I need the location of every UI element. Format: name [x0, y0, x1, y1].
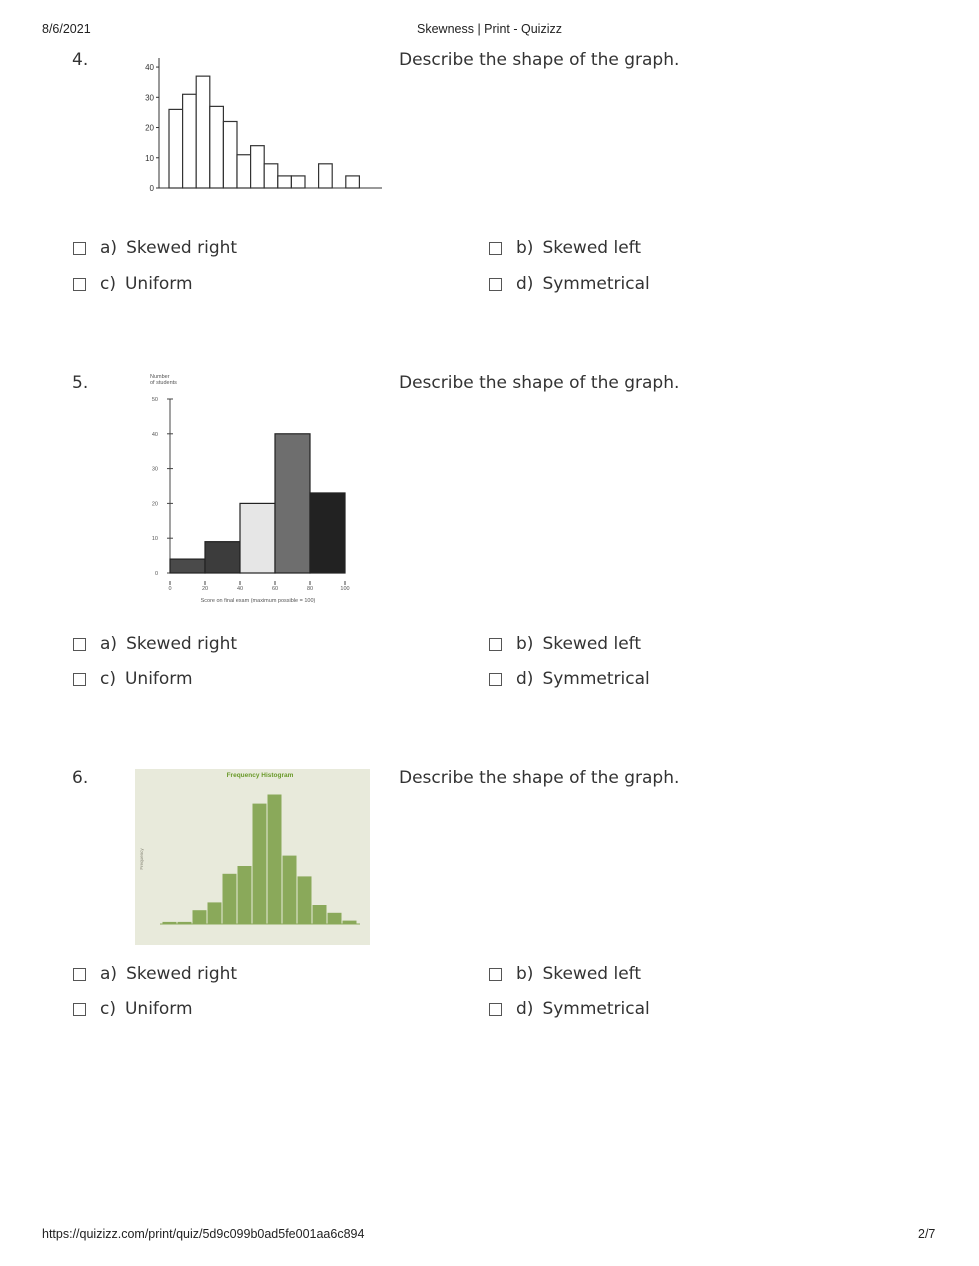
histogram-bar [237, 866, 252, 925]
histogram-bar [319, 164, 333, 188]
y-tick-label: 20 [145, 123, 154, 133]
option-letter: d) [516, 274, 534, 294]
y-tick-label: 50 [151, 397, 158, 403]
checkbox[interactable] [489, 968, 502, 981]
option-letter: c) [100, 669, 116, 689]
option-a[interactable] [73, 634, 237, 654]
chart-title: Frequency Histogram [226, 772, 294, 779]
checkbox[interactable] [73, 1003, 86, 1016]
histogram-bar [196, 76, 210, 188]
histogram-bar [192, 910, 207, 924]
y-tick-label: 30 [151, 466, 158, 473]
histogram-bar [312, 905, 327, 925]
question-number: 5. [72, 373, 89, 393]
checkbox[interactable] [73, 968, 86, 981]
option-label: Skewed left [542, 238, 642, 258]
option-c[interactable] [73, 999, 193, 1019]
y-axis-label-line1: Number [150, 374, 170, 380]
histogram-bar [327, 912, 342, 924]
checkbox[interactable] [73, 638, 86, 651]
checkbox[interactable] [489, 673, 502, 686]
x-tick-label: 80 [306, 586, 314, 592]
option-label: Skewed left [542, 964, 642, 984]
histogram-bar [275, 434, 310, 573]
histogram-bar [278, 176, 292, 188]
option-label: Skewed right [126, 634, 238, 654]
histogram-bar [251, 146, 265, 188]
y-axis-label [150, 374, 177, 386]
y-tick-label: 40 [145, 63, 154, 73]
option-b[interactable] [489, 634, 641, 654]
option-b[interactable] [489, 238, 641, 258]
page-number: 2/7 [918, 1227, 936, 1241]
option-label: Uniform [124, 274, 193, 294]
checkbox[interactable] [73, 242, 86, 255]
histogram-bar [282, 855, 297, 924]
histogram-bar [223, 121, 237, 188]
option-label: Skewed left [542, 634, 642, 654]
option-b[interactable] [489, 964, 641, 984]
x-tick-label: 100 [340, 586, 350, 592]
histogram-bar [222, 873, 237, 924]
option-letter: d) [516, 999, 534, 1019]
option-letter: b) [516, 634, 534, 654]
option-letter: c) [100, 274, 116, 294]
option-label: Uniform [124, 999, 193, 1019]
checkbox[interactable] [489, 1003, 502, 1016]
x-tick-label: 0 [168, 586, 172, 592]
x-tick-label: 20 [201, 586, 209, 592]
histogram-figure-q6 [135, 769, 370, 945]
option-label: Symmetrical [542, 669, 650, 689]
histogram-bar [342, 920, 357, 924]
option-a[interactable] [73, 964, 237, 984]
option-a[interactable] [73, 238, 237, 258]
question-number: 6. [72, 768, 89, 788]
option-c[interactable] [73, 669, 193, 689]
histogram-bar [183, 94, 197, 188]
histogram-bar [237, 155, 251, 188]
checkbox[interactable] [73, 673, 86, 686]
y-tick-label: 40 [151, 431, 158, 438]
question-text: Describe the shape of the graph. [399, 50, 680, 70]
checkbox[interactable] [489, 242, 502, 255]
histogram-figure-q4 [128, 50, 388, 200]
option-label: Symmetrical [542, 274, 650, 294]
print-date: 8/6/2021 [42, 22, 91, 36]
histogram-bar [310, 493, 345, 573]
checkbox[interactable] [489, 638, 502, 651]
option-letter: d) [516, 669, 534, 689]
option-label: Skewed right [126, 238, 238, 258]
option-letter: b) [516, 964, 534, 984]
option-label: Symmetrical [542, 999, 650, 1019]
question-text: Describe the shape of the graph. [399, 768, 680, 788]
option-label: Skewed right [126, 964, 238, 984]
y-tick-label: 30 [145, 93, 154, 103]
histogram-bar [205, 542, 240, 573]
option-label: Uniform [124, 669, 193, 689]
option-letter: c) [100, 999, 116, 1019]
page-url: https://quizizz.com/print/quiz/5d9c099b0ad5fe001aa6c894 [42, 1227, 365, 1241]
option-letter: a) [100, 238, 118, 258]
y-tick-label: 0 [154, 571, 158, 577]
histogram-bar [291, 176, 305, 188]
y-tick-label: 0 [149, 184, 154, 193]
histogram-bar [169, 109, 183, 188]
histogram-bar [297, 876, 312, 924]
option-d[interactable] [489, 669, 650, 689]
option-d[interactable] [489, 999, 650, 1019]
page-title: Skewness | Print - Quizizz [417, 22, 562, 36]
y-tick-label: 20 [151, 501, 158, 508]
question-text: Describe the shape of the graph. [399, 373, 680, 393]
option-letter: a) [100, 634, 118, 654]
x-tick-label: 40 [236, 586, 244, 592]
y-axis-label-line2: of students [150, 380, 177, 386]
option-d[interactable] [489, 274, 650, 294]
histogram-bar [264, 164, 278, 188]
option-letter: b) [516, 238, 534, 258]
histogram-figure-q5 [140, 370, 360, 610]
histogram-bar [207, 902, 222, 924]
option-letter: a) [100, 964, 118, 984]
y-tick-label: 10 [145, 153, 154, 163]
histogram-bar [252, 803, 267, 924]
x-axis-label: Score on final exam (maximum possible = 100) [200, 598, 316, 604]
histogram-bar [240, 503, 275, 573]
histogram-bar [210, 106, 224, 188]
histogram-bar [170, 559, 205, 573]
option-c[interactable] [73, 274, 193, 294]
histogram-bar [267, 794, 282, 924]
question-number: 4. [72, 50, 89, 70]
checkbox[interactable] [73, 278, 86, 291]
y-tick-label: 10 [151, 536, 158, 543]
checkbox[interactable] [489, 278, 502, 291]
x-tick-label: 60 [271, 586, 279, 592]
y-axis-label: Frequency [139, 848, 144, 870]
histogram-bar [346, 176, 360, 188]
